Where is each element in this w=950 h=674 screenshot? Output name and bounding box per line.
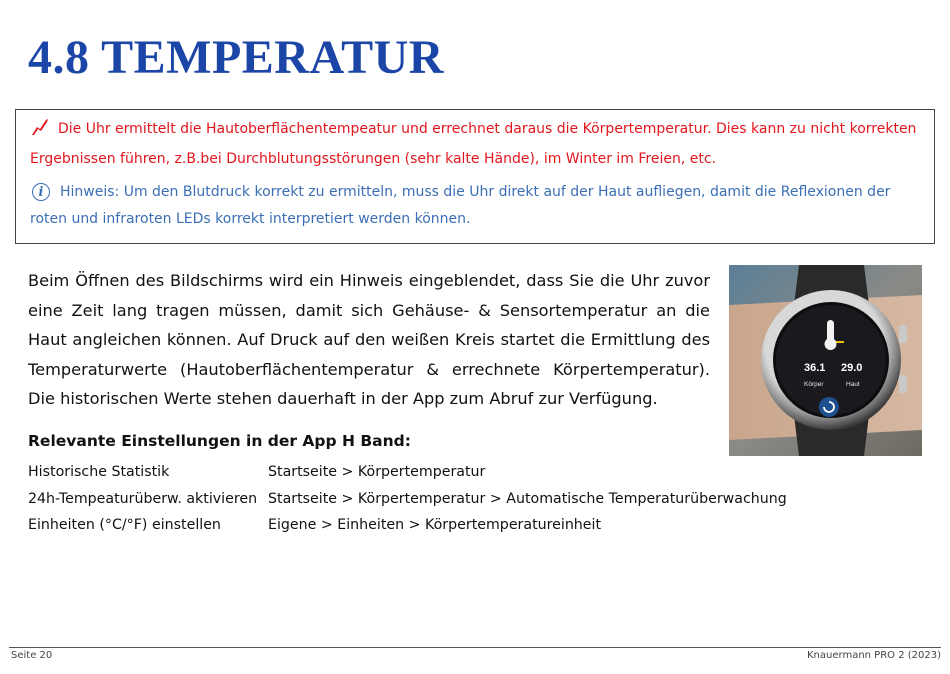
settings-path: Startseite > Körpertemperatur — [268, 464, 486, 481]
lightning-icon — [30, 118, 52, 146]
body-paragraph: Beim Öffnen des Bildschirms wird ein Hinweis eingeblendet, dass Sie die Uhr zuvor eine Zeit lang tragen müssen, damit sich Gehäuse- & Sensortemperatur an die Haut angleichen können. Auf Druck auf den weißen Kreis startet die Ermittlung des Temperaturwerte (Hautoberflächentemperatur & errechnete Körpertemperatur). Die historischen Werte stehen dauerhaft in der App zum Abruf zur Verfügung. — [28, 271, 710, 408]
watch-photo — [729, 265, 922, 456]
settings-label: Einheiten (°C/°F) einstellen — [28, 517, 221, 534]
notice-box — [15, 109, 935, 244]
warning-text: Die Uhr ermittelt die Hautoberflächentempeatur und errechnet daraus die Körpertemperatur. Dies kann zu nicht korrekten Ergebnissen führen, z.B.bei Durchblutungsstörungen (sehr kalte Hände), im Winter im Freien, etc. — [30, 121, 917, 167]
info-icon: i — [32, 183, 50, 201]
page-title: 4.8 TEMPERATUR — [28, 31, 444, 84]
info-note — [30, 179, 924, 233]
watch-left-value: 36.1 — [804, 362, 826, 374]
watch-right-label: Haut — [846, 381, 860, 388]
settings-label: 24h-Tempeaturüberw. aktivieren — [28, 490, 258, 507]
footer-divider — [9, 647, 941, 648]
watch-left-label: Körper — [804, 381, 824, 388]
watch-right-value: 29.0 — [841, 362, 863, 374]
footer-doc-title: Knauermann PRO 2 (2023) — [807, 650, 941, 661]
settings-row — [28, 486, 787, 513]
settings-path: Startseite > Körpertemperatur > Automatische Temperaturüberwachung — [268, 490, 787, 507]
settings-table — [28, 459, 787, 539]
page-number: Seite 20 — [11, 650, 53, 661]
settings-heading: Relevante Einstellungen in der App H Band: — [28, 432, 411, 450]
info-text: Hinweis: Um den Blutdruck korrekt zu ermitteln, muss die Uhr direkt auf der Haut aufliegen, damit die Reflexionen der roten und infraroten LEDs korrekt interpretiert werden können. — [30, 184, 891, 227]
settings-path: Eigene > Einheiten > Körpertemperatureinheit — [268, 517, 602, 534]
settings-row — [28, 459, 787, 486]
settings-label: Historische Statistik — [28, 464, 170, 481]
warning-note — [30, 116, 924, 173]
settings-row — [28, 512, 787, 539]
